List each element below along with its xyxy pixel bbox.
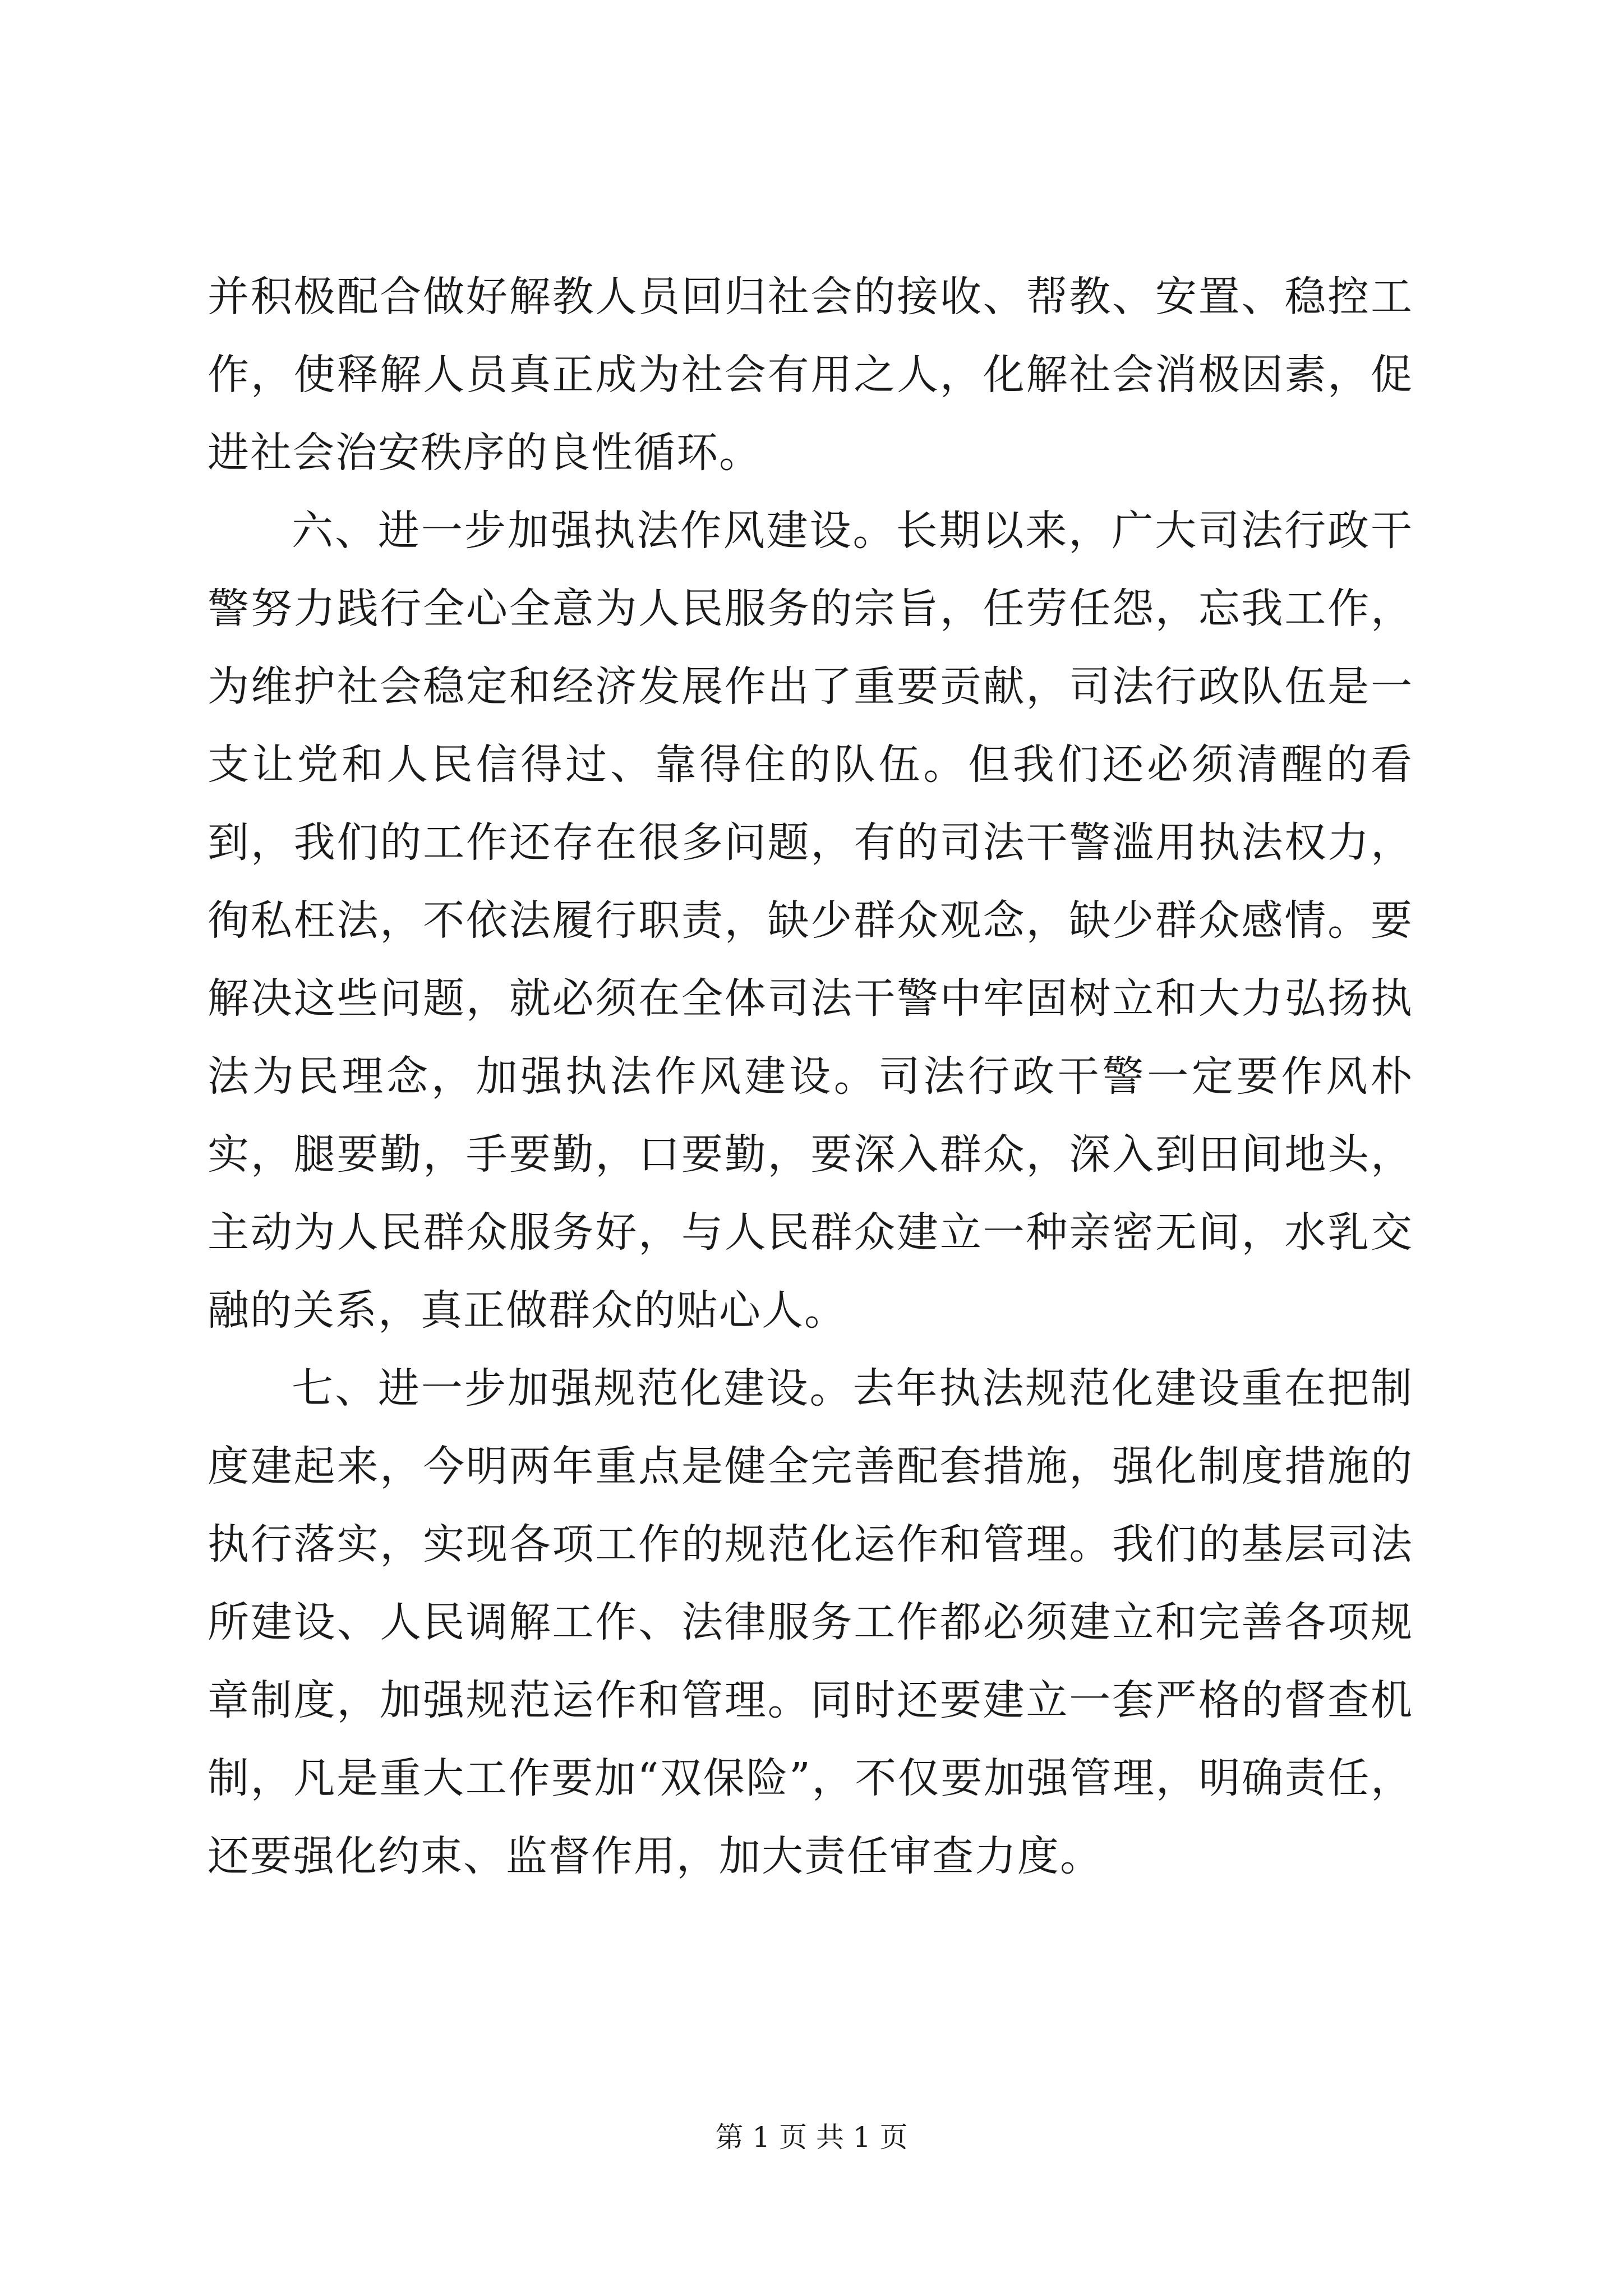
paragraph-section-six: 六、进一步加强执法作风建设。长期以来，广大司法行政干警努力践行全心全意为人民服务的宗旨，任劳任怨，忘我工作，为维护社会稳定和经济发展作出了重要贡献，司法行政队伍是一支让党和人民信得过、靠得住的队伍。但我们还必须清醒的看到，我们的工作还存在很多问题，有的司法干警滥用执法权力，徇私枉法，不依法履行职责，缺少群众观念，缺少群众感情。要解决这些问题，就必须在全体司法干警中牢固树立和大力弘扬执法为民理念，加强执法作风建设。司法行政干警一定要作风朴实，腿要勤，手要勤，口要勤，要深入群众，深入到田间地头，主动为人民群众服务好，与人民群众建立一种亲密无间，水乳交融的关系，真正做群众的贴心人。 <box>208 507 1413 1335</box>
paragraph-continuation: 并积极配合做好解教人员回归社会的接收、帮教、安置、稳控工作，使释解人员真正成为社会有用之人，化解社会消极因素，促进社会治安秩序的良性循环。 <box>208 273 1413 477</box>
paragraph-section-seven: 七、进一步加强规范化建设。去年执法规范化建设重在把制度建起来，今明两年重点是健全完善配套措施，强化制度措施的执行落实，实现各项工作的规范化运作和管理。我们的基层司法所建设、人民调解工作、法律服务工作都必须建立和完善各项规章制度，加强规范运作和管理。同时还要建立一套严格的督查机制，凡是重大工作要加“双保险”，不仅要加强管理，明确责任，还要强化约束、监督作用，加大责任审查力度。 <box>208 1364 1413 1880</box>
document-body <box>208 258 1413 1895</box>
page-footer: 第 1 页 共 1 页 <box>715 2121 908 2154</box>
